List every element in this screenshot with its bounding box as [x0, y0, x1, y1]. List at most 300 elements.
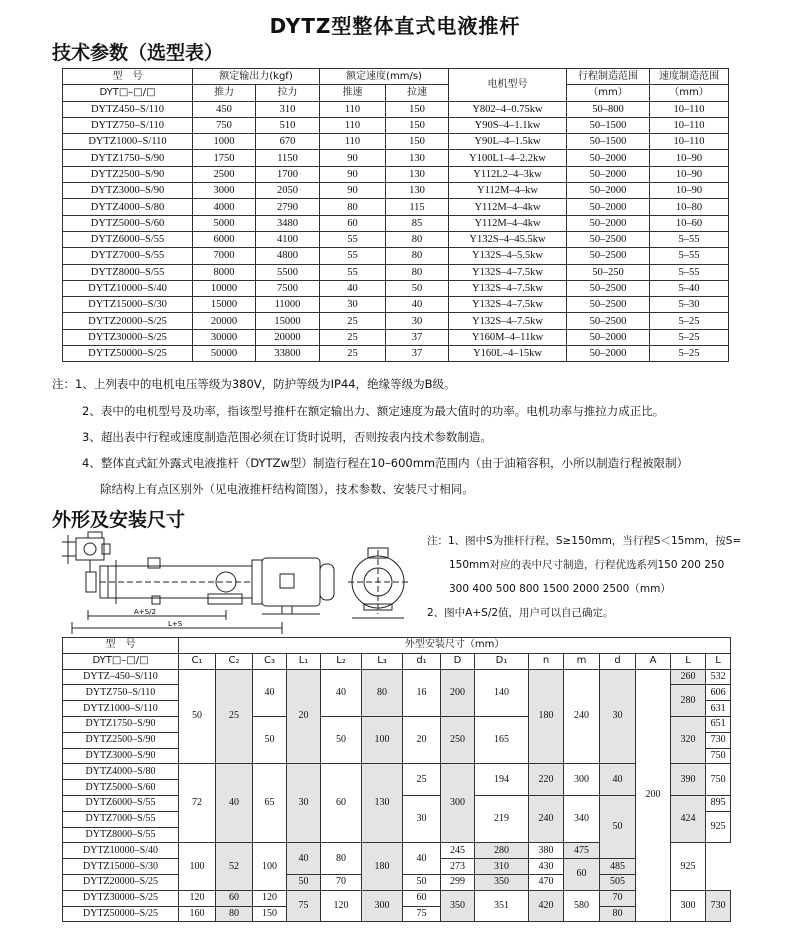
- spec-table: [62, 68, 729, 362]
- spec-cell: 750: [193, 117, 256, 133]
- dim-cell: 100: [362, 716, 403, 763]
- dim-cell: 200: [636, 669, 671, 922]
- section-title-specs: 技术参数（选型表）: [52, 42, 224, 64]
- spec-row: [63, 134, 729, 150]
- dim-header-model-code: DYT□–□/□: [63, 653, 179, 669]
- spec-cell: DYTZ450–S/110: [63, 101, 193, 117]
- spec-cell: 310: [256, 101, 320, 117]
- dim-row: [63, 764, 731, 780]
- header-pull: 拉力: [256, 85, 320, 101]
- dim-cell: 180: [529, 669, 564, 764]
- spec-cell: 50–1500: [567, 134, 650, 150]
- spec-row: [63, 183, 729, 199]
- dim-model-cell: DYTZ1000–S/110: [63, 701, 179, 717]
- dim-cell: 420: [529, 890, 564, 922]
- dim-cell: 220: [529, 764, 564, 796]
- spec-cell: DYTZ750–S/110: [63, 117, 193, 133]
- spec-cell: 7500: [256, 280, 320, 296]
- dim-header-row: [63, 638, 731, 654]
- header-speed-range: 速度制造范围: [650, 69, 729, 85]
- spec-cell: 50000: [193, 346, 256, 362]
- dim-cell: 350: [475, 874, 529, 890]
- spec-cell: 5–25: [650, 313, 729, 329]
- spec-cell: 37: [386, 329, 449, 345]
- header-push-speed: 推速: [320, 85, 386, 101]
- dim-cell: 60: [321, 764, 362, 843]
- spec-cell: 10–60: [650, 215, 729, 231]
- dim-header-model: 型 号: [63, 638, 179, 654]
- dim-cell: 424: [671, 795, 706, 842]
- spec-cell: 10–90: [650, 183, 729, 199]
- drawing-note-1b: 150mm对应的表中尺寸制造，行程优选系列150 200 250: [449, 559, 725, 571]
- dim-col-header: L: [671, 653, 706, 669]
- dim-cell: 25: [216, 669, 253, 764]
- dim-cell: 30: [600, 669, 636, 764]
- dim-cell: 200: [441, 669, 475, 716]
- spec-cell: 25: [320, 313, 386, 329]
- dim-col-header: n: [529, 653, 564, 669]
- dim-cell: 651: [706, 716, 731, 732]
- dim-cell: 606: [706, 685, 731, 701]
- spec-cell: 5–55: [650, 231, 729, 247]
- dim-cell: 475: [564, 843, 600, 859]
- spec-cell: DYTZ50000–S/25: [63, 346, 193, 362]
- spec-row: [63, 264, 729, 280]
- dim-col-header: L₃: [362, 653, 403, 669]
- drawing-note-1: 注：1、图中S为推杆行程，S≥150mm，当行程S＜15mm，按S=: [427, 535, 742, 547]
- dim-model-cell: DYTZ15000–S/30: [63, 859, 179, 875]
- dim-cell: 120: [253, 890, 287, 906]
- spec-cell: DYTZ20000–S/25: [63, 313, 193, 329]
- spec-cell: 10–90: [650, 166, 729, 182]
- spec-cell: 80: [386, 231, 449, 247]
- dim-cell: 40: [403, 843, 441, 875]
- clevis-end: [76, 538, 104, 560]
- spec-cell: DYTZ7000–S/55: [63, 248, 193, 264]
- motor-body: [262, 558, 320, 606]
- spec-cell: DYTZ10000–S/40: [63, 280, 193, 296]
- spec-cell: 110: [320, 117, 386, 133]
- spec-cell: 110: [320, 101, 386, 117]
- spec-cell: 50–2000: [567, 215, 650, 231]
- dim-cell: 100: [179, 843, 216, 890]
- dim-cell: 750: [706, 748, 731, 764]
- spec-cell: 50–2500: [567, 231, 650, 247]
- dim-cell: 580: [564, 890, 600, 922]
- dim-cell: 895: [706, 795, 731, 811]
- spec-cell: 25: [320, 346, 386, 362]
- header-rated-force: 额定输出力(kgf): [193, 69, 320, 85]
- spec-cell: Y132S–4–7.5kw: [449, 297, 567, 313]
- header-stroke-range: 行程制造范围: [567, 69, 650, 85]
- spec-cell: 55: [320, 248, 386, 264]
- spec-cell: 5500: [256, 264, 320, 280]
- spec-cell: DYTZ1750–S/90: [63, 150, 193, 166]
- dim-row: [63, 669, 731, 685]
- header-pull-speed: 拉速: [386, 85, 449, 101]
- spec-cell: 1750: [193, 150, 256, 166]
- dim-cell: 194: [475, 764, 529, 796]
- spec-cell: 5–55: [650, 264, 729, 280]
- dim-cell: 219: [475, 795, 529, 842]
- dim-model-cell: DYTZ3000–S/90: [63, 748, 179, 764]
- dim-cell: 505: [600, 874, 636, 890]
- dim-cell: 180: [362, 843, 403, 890]
- spec-cell: 670: [256, 134, 320, 150]
- dim-cell: 50: [321, 716, 362, 763]
- spec-cell: 50–2000: [567, 346, 650, 362]
- dim-cell: 430: [529, 859, 564, 875]
- dim-model-cell: DYTZ6000–S/55: [63, 795, 179, 811]
- dim-col-header: D: [441, 653, 475, 669]
- spec-cell: 50–2000: [567, 183, 650, 199]
- header-rated-speed: 额定速度(mm/s): [320, 69, 449, 85]
- spec-cell: Y160M–4–11kw: [449, 329, 567, 345]
- spec-cell: 50: [386, 280, 449, 296]
- spec-cell: 15000: [256, 313, 320, 329]
- spec-cell: 30: [386, 313, 449, 329]
- spec-cell: 10000: [193, 280, 256, 296]
- dim-col-header: C₂: [216, 653, 253, 669]
- dim-col-header: C₃: [253, 653, 287, 669]
- spec-cell: 115: [386, 199, 449, 215]
- dim-cell: 52: [216, 843, 253, 890]
- dim-col-header: C₁: [179, 653, 216, 669]
- spec-cell: 5–55: [650, 248, 729, 264]
- dim-cell: 280: [671, 685, 706, 717]
- spec-cell: Y112M–4–4kw: [449, 199, 567, 215]
- spec-cell: 450: [193, 101, 256, 117]
- dim-cell: 485: [600, 859, 636, 875]
- dimension-table: [62, 637, 731, 922]
- dim-model-cell: DYTZ8000–S/55: [63, 827, 179, 843]
- spec-row: [63, 199, 729, 215]
- spec-cell: 1700: [256, 166, 320, 182]
- spec-cell: 90: [320, 150, 386, 166]
- dim-cell: 340: [564, 795, 600, 842]
- note-3: 3、超出表中行程或速度制造范围必须在订货时说明，否则按表内技术参数制造。: [82, 430, 492, 444]
- dim-col-header: D₁: [475, 653, 529, 669]
- note-1: 注：1、上列表中的电机电压等级为380V，防护等级为IP44，绝缘等级为B级。: [52, 377, 456, 391]
- spec-cell: 50–2000: [567, 150, 650, 166]
- dim-model-cell: DYTZ–450–S/110: [63, 669, 179, 685]
- spec-cell: DYTZ1000–S/110: [63, 134, 193, 150]
- dim-model-cell: DYTZ1750–S/90: [63, 716, 179, 732]
- spec-row: [63, 329, 729, 345]
- dim-cell: 50: [403, 874, 441, 890]
- dim-cell: 25: [403, 764, 441, 796]
- dim-row: [63, 890, 731, 906]
- spec-cell: 150: [386, 134, 449, 150]
- spec-cell: DYTZ8000–S/55: [63, 264, 193, 280]
- dim-cell: 245: [441, 843, 475, 859]
- outline-drawing: [48, 530, 418, 640]
- spec-cell: 50–2500: [567, 297, 650, 313]
- dim-cell: 30: [287, 764, 321, 843]
- spec-cell: 6000: [193, 231, 256, 247]
- spec-cell: 55: [320, 231, 386, 247]
- dim-cell: 273: [441, 859, 475, 875]
- spec-cell: 5–25: [650, 329, 729, 345]
- dim-cell: 80: [216, 906, 253, 922]
- spec-cell: 150: [386, 117, 449, 133]
- dim-cell: 150: [253, 906, 287, 922]
- dim-cell: 40: [600, 764, 636, 796]
- dim-col-header: L: [706, 653, 731, 669]
- drawing-note-2: 2、图中A+S/2值，用户可以自己确定。: [427, 607, 614, 619]
- header-stroke-unit: （mm）: [567, 85, 650, 101]
- dim-cell: 120: [321, 890, 362, 922]
- spec-cell: 55: [320, 264, 386, 280]
- spec-cell: 4000: [193, 199, 256, 215]
- spec-cell: 90: [320, 166, 386, 182]
- spec-cell: 10–80: [650, 199, 729, 215]
- spec-cell: 10–110: [650, 101, 729, 117]
- dim-cell: 50: [287, 874, 321, 890]
- header-model: 型 号: [63, 69, 193, 85]
- dim-cell: 925: [671, 843, 706, 890]
- spec-cell: 130: [386, 150, 449, 166]
- dim-cell: 140: [475, 669, 529, 716]
- label-a-s2: A+S/2: [134, 608, 156, 616]
- header-speed-unit: （mm）: [650, 85, 729, 101]
- dim-cell: 730: [706, 890, 731, 922]
- spec-cell: 1150: [256, 150, 320, 166]
- spec-cell: 50–250: [567, 264, 650, 280]
- spec-cell: DYTZ5000–S/60: [63, 215, 193, 231]
- spec-row: [63, 231, 729, 247]
- dim-model-cell: DYTZ750–S/110: [63, 685, 179, 701]
- spec-cell: 37: [386, 346, 449, 362]
- spec-row: [63, 280, 729, 296]
- dim-model-cell: DYTZ2500–S/90: [63, 732, 179, 748]
- dim-cell: 300: [441, 764, 475, 843]
- dim-cell: 60: [564, 859, 600, 891]
- spec-cell: 4100: [256, 231, 320, 247]
- dim-model-cell: DYTZ30000–S/25: [63, 890, 179, 906]
- spec-cell: 3480: [256, 215, 320, 231]
- spec-cell: 5000: [193, 215, 256, 231]
- spec-row: [63, 150, 729, 166]
- spec-row: [63, 313, 729, 329]
- dim-cell: 120: [179, 890, 216, 906]
- spec-cell: 2500: [193, 166, 256, 182]
- dim-cell: 165: [475, 716, 529, 763]
- spec-cell: 10–110: [650, 117, 729, 133]
- spec-cell: 50–2500: [567, 313, 650, 329]
- spec-cell: 90: [320, 183, 386, 199]
- spec-cell: 1000: [193, 134, 256, 150]
- spec-cell: 30000: [193, 329, 256, 345]
- dim-cell: 532: [706, 669, 731, 685]
- spec-cell: 7000: [193, 248, 256, 264]
- dim-cell: 300: [362, 890, 403, 922]
- dim-model-cell: DYTZ20000–S/25: [63, 874, 179, 890]
- dim-cell: 350: [441, 890, 475, 922]
- piston-rod: [86, 572, 96, 592]
- dim-cell: 380: [529, 843, 564, 859]
- spec-cell: Y132S–4–7.5kw: [449, 313, 567, 329]
- dim-cell: 730: [706, 732, 731, 748]
- dim-col-header: m: [564, 653, 600, 669]
- spec-cell: 80: [386, 264, 449, 280]
- spec-cell: 130: [386, 183, 449, 199]
- dim-model-cell: DYTZ4000–S/80: [63, 764, 179, 780]
- dim-cell: 50: [179, 669, 216, 764]
- spec-cell: Y802–4–0.75kw: [449, 101, 567, 117]
- dim-cell: 72: [179, 764, 216, 843]
- dim-cell: 50: [600, 795, 636, 858]
- spec-cell: 2790: [256, 199, 320, 215]
- spec-cell: 50–2500: [567, 280, 650, 296]
- spec-cell: Y132S–4–7.5kw: [449, 280, 567, 296]
- dim-col-header: L₁: [287, 653, 321, 669]
- dim-header-row: [63, 653, 731, 669]
- spec-cell: 15000: [193, 297, 256, 313]
- dim-cell: 50: [253, 716, 287, 763]
- dim-model-cell: DYTZ7000–S/55: [63, 811, 179, 827]
- dim-cell: 70: [600, 890, 636, 906]
- spec-row: [63, 248, 729, 264]
- dim-col-header: A: [636, 653, 671, 669]
- dim-cell: 280: [475, 843, 529, 859]
- dim-cell: 310: [475, 859, 529, 875]
- dim-cell: 631: [706, 701, 731, 717]
- spec-row: [63, 297, 729, 313]
- dim-cell: 65: [253, 764, 287, 843]
- spec-cell: 50–2000: [567, 166, 650, 182]
- spec-cell: Y112M–4–kw: [449, 183, 567, 199]
- dim-cell: 80: [362, 669, 403, 716]
- spec-cell: 4800: [256, 248, 320, 264]
- spec-cell: DYTZ4000–S/80: [63, 199, 193, 215]
- note-4-cont: 除结构上有点区别外（见电液推杆结构简图），技术参数、安装尺寸相同。: [100, 482, 474, 496]
- spec-cell: 20000: [256, 329, 320, 345]
- spec-row: [63, 346, 729, 362]
- spec-row: [63, 166, 729, 182]
- dim-cell: 70: [321, 874, 362, 890]
- spec-cell: 10–110: [650, 134, 729, 150]
- spec-cell: DYTZ30000–S/25: [63, 329, 193, 345]
- dim-col-header: d: [600, 653, 636, 669]
- drawing-note-1c: 300 400 500 800 1500 2000 2500（mm）: [449, 583, 671, 595]
- spec-cell: DYTZ6000–S/55: [63, 231, 193, 247]
- note-4: 4、整体直式缸外露式电液推杆（DYTZw型）制造行程在10–600mm范围内（由于油箱容积，小所以制造行程被限制）: [82, 456, 689, 470]
- spec-cell: 40: [320, 280, 386, 296]
- spec-cell: 2050: [256, 183, 320, 199]
- dim-cell: 30: [403, 795, 441, 842]
- dim-cell: 240: [529, 795, 564, 842]
- dim-cell: 20: [403, 716, 441, 763]
- spec-cell: 5–30: [650, 297, 729, 313]
- spec-cell: 8000: [193, 264, 256, 280]
- dim-cell: 60: [216, 890, 253, 906]
- spec-cell: 50–2000: [567, 199, 650, 215]
- spec-cell: 33800: [256, 346, 320, 362]
- dim-cell: 925: [706, 811, 731, 843]
- dim-cell: 40: [287, 843, 321, 875]
- header-motor: 电机型号: [449, 69, 567, 102]
- spec-cell: Y112L2–4–3kw: [449, 166, 567, 182]
- dim-cell: 750: [706, 764, 731, 796]
- spec-cell: DYTZ15000–S/30: [63, 297, 193, 313]
- dim-cell: 20: [287, 669, 321, 764]
- note-2: 2、表中的电机型号及功率，指该型号推杆在额定输出力、额定速度为最大值时的功率。电机功率与推拉力成正比。: [82, 404, 665, 418]
- spec-cell: 130: [386, 166, 449, 182]
- spec-cell: 50–800: [567, 101, 650, 117]
- dim-cell: 160: [179, 906, 216, 922]
- spec-cell: 60: [320, 215, 386, 231]
- spec-row: [63, 101, 729, 117]
- spec-cell: 5–40: [650, 280, 729, 296]
- spec-cell: Y90L–4–1.5kw: [449, 134, 567, 150]
- spec-cell: 40: [386, 297, 449, 313]
- spec-row: [63, 117, 729, 133]
- spec-cell: 50–2500: [567, 248, 650, 264]
- dim-cell: 299: [441, 874, 475, 890]
- spec-cell: 80: [386, 248, 449, 264]
- dim-cell: 80: [321, 843, 362, 875]
- dim-cell: 40: [253, 669, 287, 716]
- spec-cell: Y112M–4–4kw: [449, 215, 567, 231]
- spec-cell: 80: [320, 199, 386, 215]
- spec-cell: 50–2000: [567, 329, 650, 345]
- dim-cell: 390: [671, 764, 706, 796]
- spec-cell: Y90S–4–1.1kw: [449, 117, 567, 133]
- spec-cell: 30: [320, 297, 386, 313]
- spec-cell: 25: [320, 329, 386, 345]
- dim-cell: 351: [475, 890, 529, 922]
- spec-cell: DYTZ2500–S/90: [63, 166, 193, 182]
- spec-cell: 10–90: [650, 150, 729, 166]
- spec-cell: Y132S–4–7.5kw: [449, 264, 567, 280]
- dim-col-header: d₁: [403, 653, 441, 669]
- header-model-code: DYT□–□/□: [63, 85, 193, 101]
- dim-model-cell: DYTZ5000–S/60: [63, 780, 179, 796]
- dim-cell: 240: [564, 669, 600, 764]
- spec-cell: 11000: [256, 297, 320, 313]
- dim-cell: 16: [403, 669, 441, 716]
- spec-cell: 5–25: [650, 346, 729, 362]
- spec-cell: 510: [256, 117, 320, 133]
- section-title-dimensions: 外形及安装尺寸: [52, 509, 186, 531]
- dim-model-cell: DYTZ50000–S/25: [63, 906, 179, 922]
- dim-cell: 300: [671, 890, 706, 922]
- spec-cell: 110: [320, 134, 386, 150]
- spec-cell: 150: [386, 101, 449, 117]
- page-title: DYTZ型整体直式电液推杆: [269, 14, 521, 38]
- spec-cell: Y100L1–4–2.2kw: [449, 150, 567, 166]
- spec-cell: Y132S–4–45.5kw: [449, 231, 567, 247]
- dim-cell: 40: [321, 669, 362, 716]
- dim-cell: 320: [671, 716, 706, 763]
- dim-col-header: L₂: [321, 653, 362, 669]
- dim-cell: 470: [529, 874, 564, 890]
- dim-cell: 75: [287, 890, 321, 922]
- dim-model-cell: DYTZ10000–S/40: [63, 843, 179, 859]
- dim-cell: 250: [441, 716, 475, 763]
- spec-cell: 20000: [193, 313, 256, 329]
- spec-cell: 3000: [193, 183, 256, 199]
- spec-cell: 50–1500: [567, 117, 650, 133]
- spec-cell: Y132S–4–5.5kw: [449, 248, 567, 264]
- dim-cell: 60: [403, 890, 441, 906]
- dim-cell: 100: [253, 843, 287, 890]
- spec-row: [63, 215, 729, 231]
- dim-cell: 75: [403, 906, 441, 922]
- dim-header-group: 外型安装尺寸（mm）: [179, 638, 731, 654]
- spec-cell: DYTZ3000–S/90: [63, 183, 193, 199]
